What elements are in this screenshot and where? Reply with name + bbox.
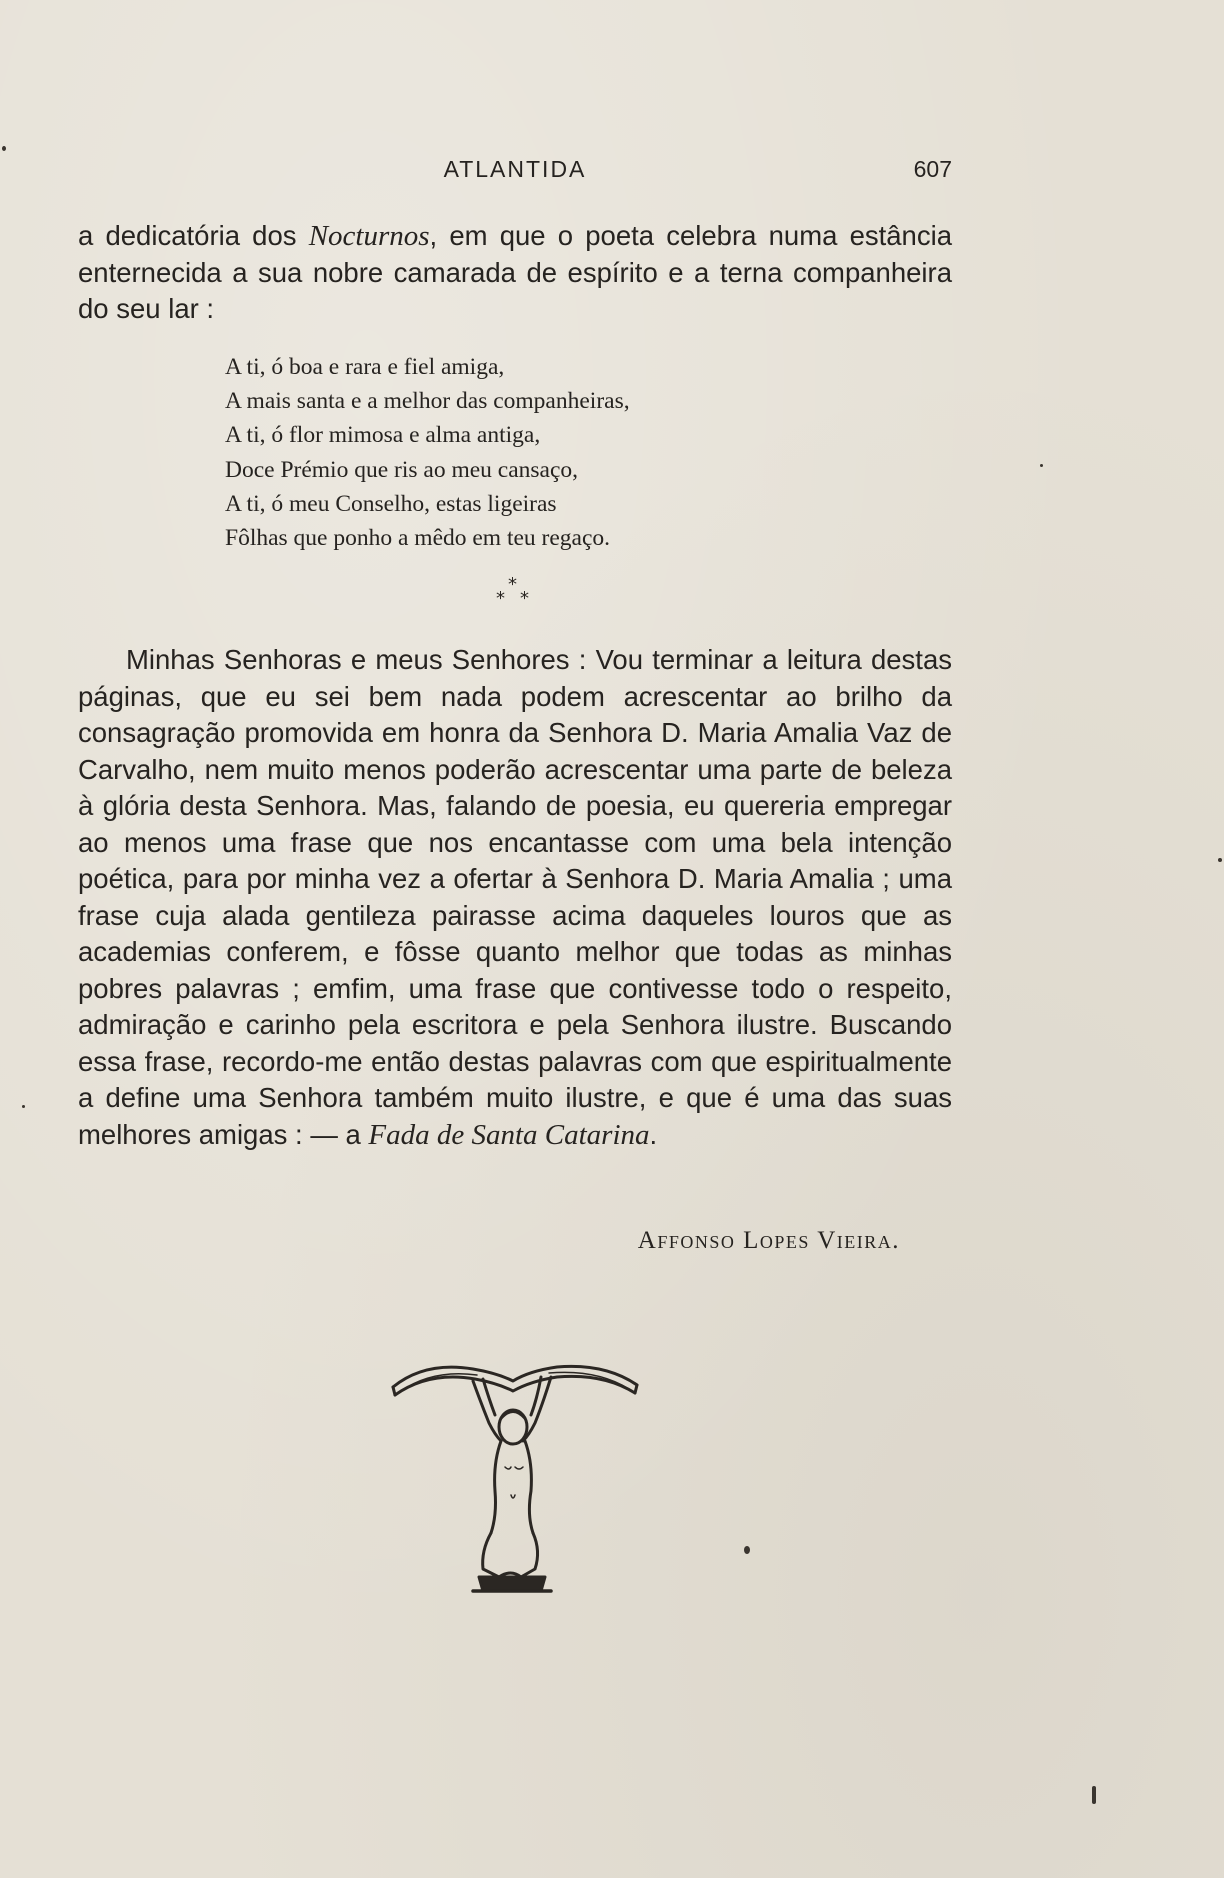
page-number: 607	[913, 156, 952, 182]
ink-speck	[1092, 1786, 1096, 1804]
verse-line: A ti, ó flor mimosa e alma antiga,	[225, 422, 541, 449]
verse-line: A ti, ó meu Conselho, estas ligeiras	[225, 490, 557, 517]
verse-line: Doce Prémio que ris ao meu cansaço,	[225, 456, 579, 483]
author-signature: Affonso Lopes Vieira.	[637, 1227, 900, 1254]
kneeling-figure-holding-book-ornament-icon	[385, 1355, 645, 1605]
ink-speck	[1218, 858, 1222, 862]
ink-speck	[2, 146, 6, 151]
paragraph-1-start: a dedicatória dos	[78, 220, 309, 251]
verse-line: Fôlhas que ponho a mêdo em teu regaço.	[225, 525, 611, 552]
asterisk: *	[508, 574, 517, 595]
closing-phrase-italic: Fada de Santa Catarina	[368, 1118, 650, 1151]
running-title: ATLANTIDA	[443, 156, 587, 182]
ink-speck	[1040, 464, 1043, 467]
paragraph-address	[78, 642, 952, 1153]
running-head	[78, 156, 952, 190]
asterisk: *	[496, 588, 505, 609]
paragraph-2-text: Minhas Senhoras e meus Senhores : Vou terminar a leitura destas páginas, que eu sei bem nada podem acrescentar ao brilho da consagração promovida em honra da Senhora D. Maria Amalia Vaz de Carvalho, nem muito menos poderão acrescentar uma parte de beleza à glória desta Senhora. Mas, falando de poesia, eu quereria empregar ao menos uma frase que nos encantasse com uma bela intenção poética, para por minha vez a ofertar à Senhora D. Maria Amalia ; uma frase cuja alada gentileza pairasse acima daqueles louros que as academias conferem, e fôsse quanto melhor que todas as minhas pobres palavras ; emfim, uma frase que contivesse todo o respeito, admiração e carinho pela escritora e pela Senhora ilustre. Buscando essa frase, recordo-me então destas palavras com que espiritualmente a define uma Senhora também muito ilustre, e que é uma das suas melhores amigas : — a	[78, 644, 952, 1150]
verse-line: A ti, ó boa e rara e fiel amiga,	[225, 354, 505, 380]
work-title-italic: Nocturnos	[308, 220, 430, 252]
ink-speck	[744, 1546, 750, 1554]
asterism-divider	[482, 574, 562, 614]
paragraph-2-end: .	[649, 1118, 658, 1150]
paragraph-dedication	[78, 218, 952, 328]
ink-speck	[22, 1105, 25, 1108]
asterisk: *	[520, 588, 529, 609]
paragraph-1-rest: , em que o poeta celebra numa estância enternecida a sua nobre camarada de espírito e a terna companheira do seu lar :	[78, 220, 952, 324]
verse-stanza	[225, 350, 785, 555]
verse-line: A mais santa e a melhor das companheiras,	[225, 388, 630, 415]
